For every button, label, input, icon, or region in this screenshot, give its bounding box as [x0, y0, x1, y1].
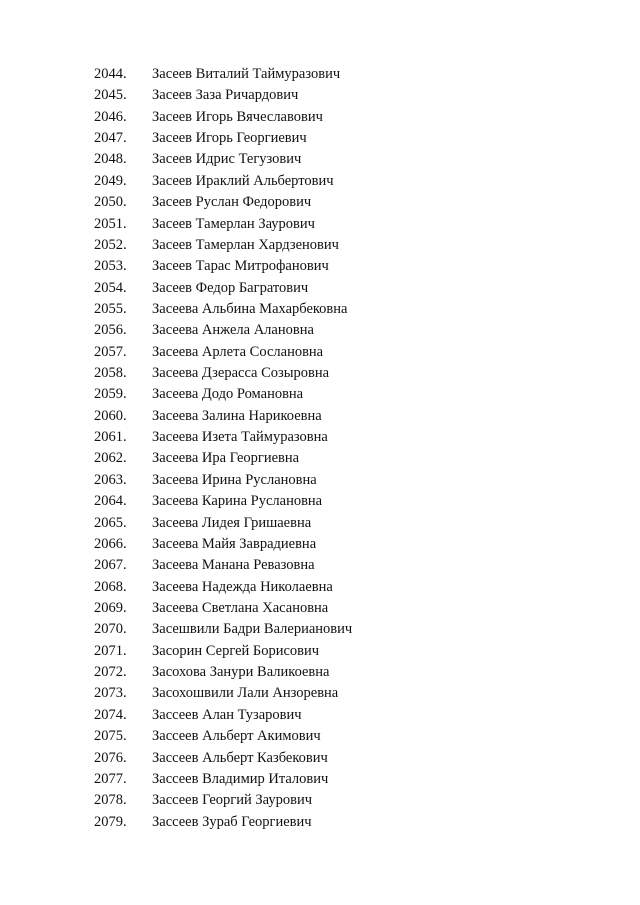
entry-number: 2065. — [94, 514, 127, 531]
list-item — [94, 299, 352, 320]
list-item — [94, 812, 352, 833]
list-item — [94, 534, 352, 555]
entry-number: 2059. — [94, 386, 127, 403]
entry-name: Засохова Занури Валикоевна — [152, 664, 330, 681]
list-item — [94, 192, 352, 213]
list-item — [94, 363, 352, 384]
entry-number: 2077. — [94, 770, 127, 787]
entry-name: Засеева Залина Нарикоевна — [152, 407, 322, 424]
entry-name: Засеев Руслан Федорович — [152, 194, 312, 211]
list-item — [94, 427, 352, 448]
entry-number: 2055. — [94, 300, 127, 317]
list-item — [94, 214, 352, 235]
entry-number: 2052. — [94, 236, 127, 253]
list-item — [94, 256, 352, 277]
entry-number: 2058. — [94, 365, 127, 382]
entry-number: 2066. — [94, 535, 127, 552]
entry-number: 2074. — [94, 706, 127, 723]
entry-number: 2078. — [94, 792, 127, 809]
list-item — [94, 406, 352, 427]
entry-name: Засешвили Бадри Валерианович — [152, 621, 353, 638]
list-item — [94, 128, 352, 149]
list-item — [94, 342, 352, 363]
entry-name: Засохошвили Лали Анзоревна — [152, 685, 339, 702]
entry-name: Засеев Тамерлан Заурович — [152, 215, 315, 232]
list-item — [94, 64, 352, 85]
entry-name: Засеева Лидея Гришаевна — [152, 514, 312, 531]
entry-number: 2064. — [94, 493, 127, 510]
list-item — [94, 726, 352, 747]
list-item — [94, 705, 352, 726]
entry-number: 2049. — [94, 172, 127, 189]
list-item — [94, 769, 352, 790]
entry-number: 2068. — [94, 578, 127, 595]
list-item — [94, 748, 352, 769]
entry-number: 2067. — [94, 557, 127, 574]
name-list — [94, 64, 352, 833]
entry-number: 2070. — [94, 621, 127, 638]
entry-number: 2056. — [94, 322, 127, 339]
entry-number: 2048. — [94, 151, 127, 168]
list-item — [94, 278, 352, 299]
entry-name: Засеев Тарас Митрофанович — [152, 258, 329, 275]
entry-name: Засеев Игорь Вячеславович — [152, 108, 323, 125]
list-item — [94, 85, 352, 106]
entry-number: 2071. — [94, 642, 127, 659]
entry-name: Зассеев Зураб Георгиевич — [152, 813, 312, 830]
entry-name: Засеева Изета Таймуразовна — [152, 429, 328, 446]
entry-number: 2076. — [94, 749, 127, 766]
entry-number: 2046. — [94, 108, 127, 125]
entry-name: Засеева Майя Заврадиевна — [152, 535, 317, 552]
entry-name: Засеева Ирина Руслановна — [152, 471, 317, 488]
entry-number: 2061. — [94, 429, 127, 446]
entry-number: 2057. — [94, 343, 127, 360]
list-item — [94, 683, 352, 704]
list-item — [94, 470, 352, 491]
list-item — [94, 641, 352, 662]
entry-name: Зассеев Алан Тузарович — [152, 706, 302, 723]
list-item — [94, 320, 352, 341]
entry-number: 2069. — [94, 599, 127, 616]
entry-name: Зассеев Георгий Заурович — [152, 792, 313, 809]
list-item — [94, 513, 352, 534]
entry-name: Засеева Манана Ревазовна — [152, 557, 315, 574]
list-item — [94, 149, 352, 170]
entry-name: Зассеев Альберт Казбекович — [152, 749, 328, 766]
list-item — [94, 598, 352, 619]
entry-name: Засеева Додо Романовна — [152, 386, 304, 403]
entry-number: 2062. — [94, 450, 127, 467]
list-item — [94, 107, 352, 128]
entry-name: Засорин Сергей Борисович — [152, 642, 320, 659]
entry-number: 2053. — [94, 258, 127, 275]
entry-number: 2072. — [94, 664, 127, 681]
entry-number: 2075. — [94, 728, 127, 745]
entry-name: Засеева Ира Георгиевна — [152, 450, 300, 467]
list-item — [94, 662, 352, 683]
entry-number: 2047. — [94, 130, 127, 147]
entry-number: 2054. — [94, 279, 127, 296]
entry-name: Засеев Игорь Георгиевич — [152, 130, 307, 147]
entry-name: Засеева Карина Руслановна — [152, 493, 323, 510]
list-item — [94, 171, 352, 192]
entry-number: 2044. — [94, 66, 127, 82]
entry-name: Засеев Федор Багратович — [152, 279, 309, 296]
entry-number: 2051. — [94, 215, 127, 232]
list-item — [94, 491, 352, 512]
entry-number: 2063. — [94, 471, 127, 488]
entry-name: Засеев Виталий Таймуразович — [152, 66, 341, 82]
entry-name: Засеева Арлета Сослановна — [152, 343, 324, 360]
entry-name: Засеев Заза Ричардович — [152, 87, 299, 104]
entry-name: Засеев Идрис Тегузович — [152, 151, 302, 168]
entry-number: 2045. — [94, 87, 127, 104]
list-item — [94, 235, 352, 256]
entry-name: Зассеев Альберт Акимович — [152, 728, 321, 745]
list-item — [94, 790, 352, 811]
entry-name: Засеев Ираклий Альбертович — [152, 172, 334, 189]
entry-number: 2060. — [94, 407, 127, 424]
list-item — [94, 448, 352, 469]
entry-number: 2050. — [94, 194, 127, 211]
entry-name: Засеева Светлана Хасановна — [152, 599, 329, 616]
entry-name: Засеева Анжела Алановна — [152, 322, 314, 339]
entry-name: Засеев Тамерлан Хардзенович — [152, 236, 339, 253]
entry-number: 2073. — [94, 685, 127, 702]
list-item — [94, 619, 352, 640]
entry-name: Засеева Альбина Махарбековна — [152, 300, 348, 317]
entry-name: Зассеев Владимир Италович — [152, 770, 329, 787]
list-item — [94, 577, 352, 598]
entry-name: Засеева Дзерасса Созыровна — [152, 365, 330, 382]
entry-number: 2079. — [94, 813, 127, 830]
list-item — [94, 384, 352, 405]
entry-name: Засеева Надежда Николаевна — [152, 578, 333, 595]
list-item — [94, 555, 352, 576]
